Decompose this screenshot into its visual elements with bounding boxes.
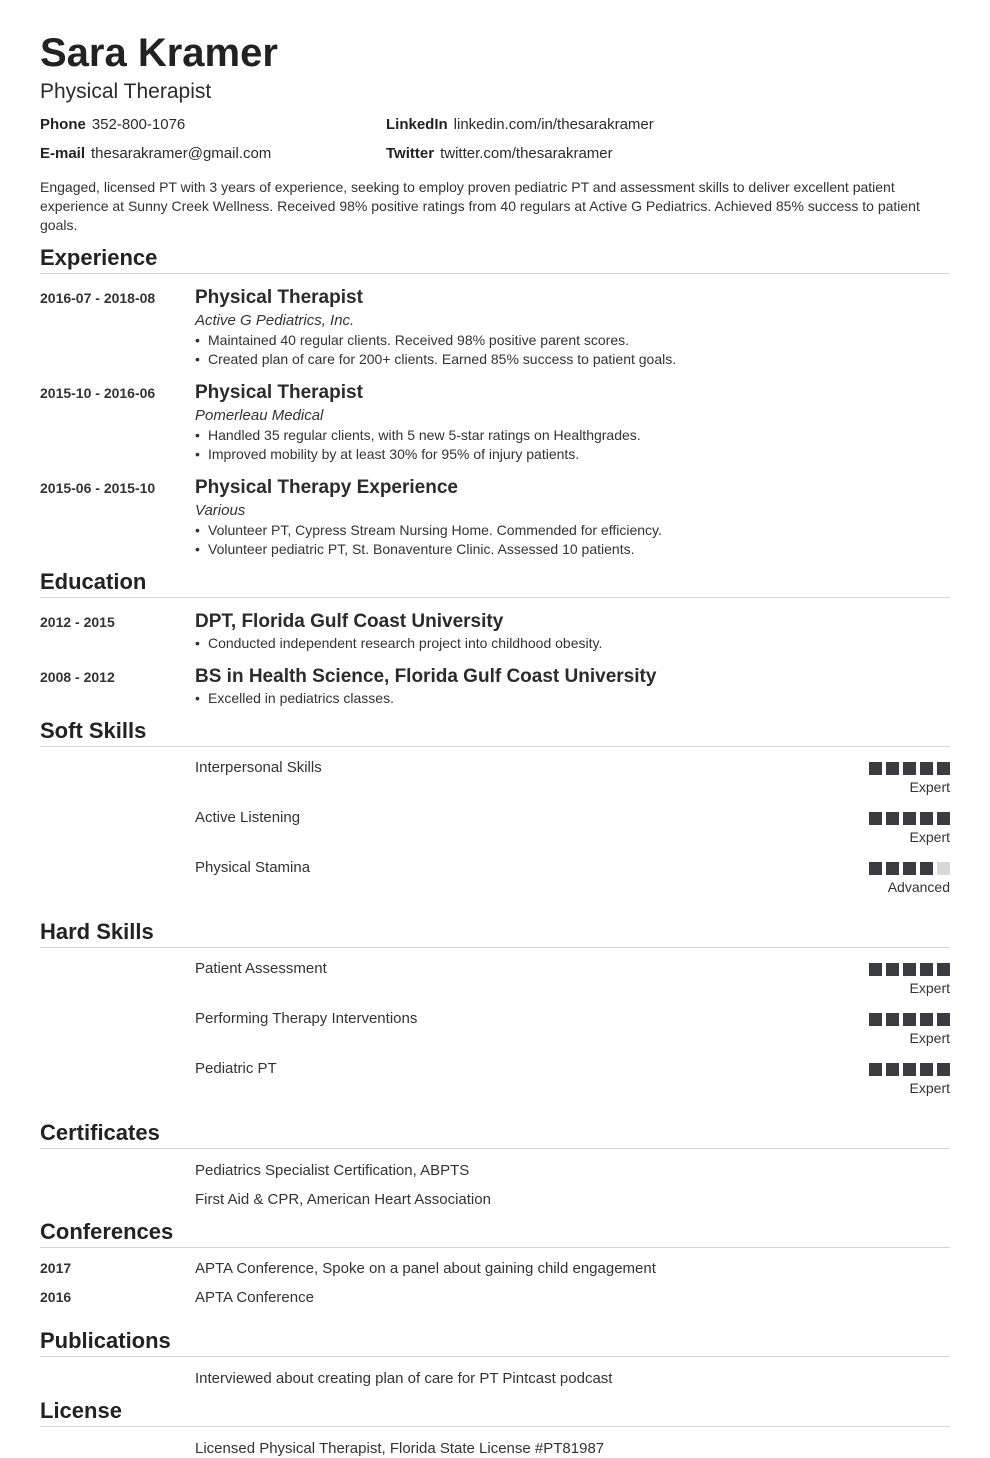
candidate-title: Physical Therapist — [40, 80, 212, 103]
rating-square-filled — [886, 862, 899, 875]
skill-name: Pediatric PT — [195, 1060, 277, 1077]
entry-role: Physical Therapy Experience — [195, 477, 458, 498]
skill-rating — [869, 812, 950, 825]
bullet-item: • Created plan of care for 200+ clients. Earned 85% success to patient goals. — [195, 350, 950, 369]
soft-skills-list — [40, 759, 950, 909]
rating-square-filled — [903, 812, 916, 825]
email-label: E-mail — [40, 145, 86, 162]
skill-rating — [869, 1013, 950, 1026]
contact-linkedin — [386, 116, 654, 133]
rating-square-filled — [886, 1013, 899, 1026]
conferences-list — [40, 1260, 950, 1318]
bullet-item: • Handled 35 regular clients, with 5 new 5-star ratings on Healthgrades. — [195, 426, 950, 445]
bullet-item: • Excelled in pediatrics classes. — [195, 689, 950, 708]
entry-bullets — [195, 689, 950, 708]
rating-square-filled — [903, 1063, 916, 1076]
conference-item — [40, 1260, 950, 1289]
rating-square-filled — [869, 762, 882, 775]
skill-level: Advanced — [887, 879, 950, 895]
certificate-item: Pediatrics Specialist Certification, ABPTS — [195, 1162, 470, 1179]
hard-skills-list — [40, 960, 950, 1110]
rating-square-filled — [886, 963, 899, 976]
skill-level: Expert — [909, 779, 950, 795]
experience-entry — [40, 381, 950, 464]
entry-role: Physical Therapist — [195, 382, 363, 403]
skill-level: Expert — [909, 1030, 950, 1046]
entry-date: 2016-07 - 2018-08 — [40, 290, 156, 306]
section-education-heading: Education — [40, 569, 950, 598]
entry-date: 2015-06 - 2015-10 — [40, 480, 156, 496]
experience-entry — [40, 286, 950, 369]
skill-row — [40, 1060, 950, 1110]
conference-text: APTA Conference — [195, 1289, 314, 1306]
contact-phone — [40, 116, 185, 133]
publications-list — [40, 1369, 950, 1388]
contact-twitter — [386, 145, 613, 162]
entry-organization: Pomerleau Medical — [195, 407, 324, 424]
section-experience-heading: Experience — [40, 245, 950, 274]
rating-square-filled — [920, 963, 933, 976]
skill-name: Performing Therapy Interventions — [195, 1010, 418, 1027]
conference-year: 2016 — [40, 1289, 72, 1305]
rating-square-filled — [937, 1063, 950, 1076]
education-entry — [40, 610, 950, 653]
section-soft-skills-heading: Soft Skills — [40, 718, 950, 747]
candidate-name: Sara Kramer — [40, 31, 278, 75]
bullet-item: • Improved mobility by at least 30% for 95% of injury patients. — [195, 445, 950, 464]
skill-rating — [869, 963, 950, 976]
experience-entry — [40, 476, 950, 559]
skill-level: Expert — [909, 829, 950, 845]
bullet-item: • Conducted independent research project into childhood obesity. — [195, 634, 950, 653]
section-conferences-heading: Conferences — [40, 1219, 950, 1248]
conference-text: APTA Conference, Spoke on a panel about gaining child engagement — [195, 1260, 656, 1277]
entry-degree: BS in Health Science, Florida Gulf Coast University — [195, 666, 657, 687]
bullet-item: • Maintained 40 regular clients. Received 98% positive parent scores. — [195, 331, 950, 350]
email-value: thesarakramer@gmail.com — [91, 145, 272, 162]
phone-value: 352-800-1076 — [91, 116, 186, 133]
rating-square-filled — [869, 1013, 882, 1026]
certificates-list — [40, 1161, 950, 1209]
experience-list — [40, 286, 950, 559]
rating-square-filled — [869, 963, 882, 976]
certificate-item: First Aid & CPR, American Heart Association — [195, 1191, 491, 1208]
skill-name: Interpersonal Skills — [195, 759, 322, 776]
entry-organization: Various — [195, 502, 246, 519]
rating-square-filled — [903, 762, 916, 775]
license-item: Licensed Physical Therapist, Florida State License #PT81987 — [195, 1440, 605, 1457]
rating-square-filled — [886, 812, 899, 825]
section-publications-heading: Publications — [40, 1328, 950, 1357]
rating-square-filled — [903, 963, 916, 976]
education-entry — [40, 665, 950, 708]
twitter-label: Twitter — [386, 145, 435, 162]
rating-square-filled — [869, 1063, 882, 1076]
bullet-item: • Volunteer pediatric PT, St. Bonaventure Clinic. Assessed 10 patients. — [195, 540, 950, 559]
publication-item: Interviewed about creating plan of care for PT Pintcast podcast — [195, 1370, 613, 1387]
entry-degree: DPT, Florida Gulf Coast University — [195, 611, 504, 632]
rating-square-filled — [937, 762, 950, 775]
entry-date: 2008 - 2012 — [40, 669, 115, 685]
rating-square-filled — [920, 762, 933, 775]
skill-name: Physical Stamina — [195, 859, 311, 876]
section-certificates-heading: Certificates — [40, 1120, 950, 1149]
rating-square-filled — [920, 812, 933, 825]
contact-info — [40, 116, 950, 174]
rating-square-filled — [886, 1063, 899, 1076]
entry-date: 2012 - 2015 — [40, 614, 115, 630]
linkedin-label: LinkedIn — [386, 116, 448, 133]
rating-square-filled — [920, 1063, 933, 1076]
section-license-heading: License — [40, 1398, 950, 1427]
conference-year: 2017 — [40, 1260, 72, 1276]
linkedin-value: linkedin.com/in/thesarakramer — [453, 116, 654, 133]
skill-level: Expert — [909, 1080, 950, 1096]
license-list — [40, 1439, 950, 1458]
entry-bullets — [195, 634, 950, 653]
skill-row — [40, 759, 950, 809]
skill-row — [40, 859, 950, 909]
entry-role: Physical Therapist — [195, 287, 363, 308]
education-list — [40, 610, 950, 708]
twitter-value: twitter.com/thesarakramer — [440, 145, 613, 162]
rating-square-filled — [920, 1013, 933, 1026]
rating-square-filled — [937, 812, 950, 825]
entry-bullets — [195, 426, 950, 464]
skill-level: Expert — [909, 980, 950, 996]
conference-item — [40, 1289, 950, 1318]
rating-square-filled — [937, 963, 950, 976]
section-hard-skills-heading: Hard Skills — [40, 919, 950, 948]
summary: Engaged, licensed PT with 3 years of experience, seeking to employ proven pediatric PT and assessment skills to deliver excellent patient experience at Sunny Creek Wellness. Received 98% positive ratings from 40 regulars at Active G Pediatrics. Achieved 85% success to patient goals. — [40, 179, 920, 233]
entry-date: 2015-10 - 2016-06 — [40, 385, 156, 401]
phone-label: Phone — [40, 116, 86, 133]
rating-square-filled — [937, 1013, 950, 1026]
rating-square-filled — [920, 862, 933, 875]
rating-square-filled — [869, 862, 882, 875]
entry-bullets — [195, 521, 950, 559]
skill-name: Active Listening — [195, 809, 301, 826]
entry-bullets — [195, 331, 950, 369]
rating-square-filled — [869, 812, 882, 825]
skill-rating — [869, 1063, 950, 1076]
bullet-item: • Volunteer PT, Cypress Stream Nursing Home. Commended for efficiency. — [195, 521, 950, 540]
skill-row — [40, 1010, 950, 1060]
contact-email — [40, 145, 271, 162]
rating-square-filled — [886, 762, 899, 775]
skill-rating — [869, 862, 950, 875]
skill-rating — [869, 762, 950, 775]
skill-row — [40, 960, 950, 1010]
skill-row — [40, 809, 950, 859]
rating-square-filled — [903, 862, 916, 875]
skill-name: Patient Assessment — [195, 960, 327, 977]
entry-organization: Active G Pediatrics, Inc. — [195, 312, 355, 329]
rating-square-empty — [937, 862, 950, 875]
rating-square-filled — [903, 1013, 916, 1026]
